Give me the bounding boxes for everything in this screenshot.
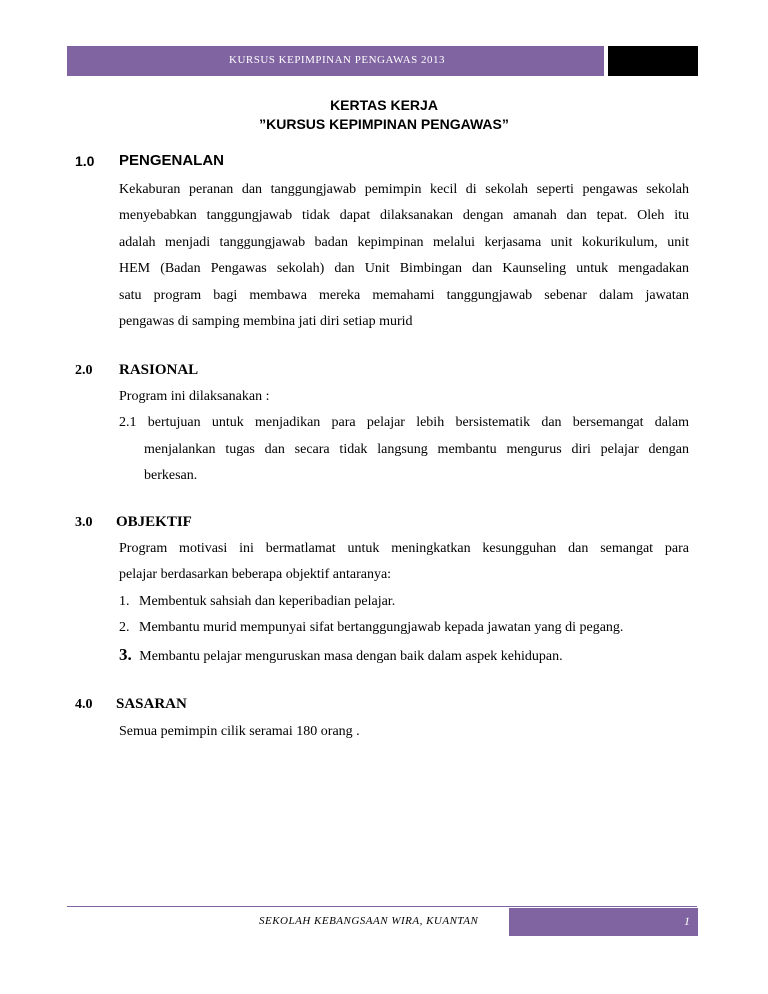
list-text: Membantu pelajar menguruskan masa dengan baik dalam aspek kehidupan. [139,649,563,664]
section-number: 3.0 [75,515,93,530]
paragraph-line: HEM (Badan Pengawas sekolah) dan Unit Bimbingan dan Kaunseling untuk mengadakan [119,261,689,276]
page-number: 1 [684,914,690,928]
running-footer: SEKOLAH KEBANGSAAN WIRA, KUANTAN [259,915,479,927]
paragraph-line: Semua pemimpin cilik seramai 180 orang . [119,724,360,739]
header-black-block [608,46,698,76]
paragraph-line: satu program bagi membawa mereka memahami tanggungjawab sebenar dalam jawatan [119,288,689,303]
list-number: 2. [119,620,130,635]
footer-rule [67,906,697,907]
paragraph-line: Program motivasi ini bermatlamat untuk meningkatkan kesungguhan dan semangat para [119,541,689,556]
section-number: 4.0 [75,697,93,712]
list-number: 1. [119,594,130,609]
section-heading: PENGENALAN [119,152,225,169]
list-text: Membentuk sahsiah dan keperibadian pelajar. [139,594,396,609]
section-heading: RASIONAL [119,362,199,378]
paragraph-line: menjalankan tugas dan secara tidak langsung membantu mengurus diri pelajar dengan [144,442,689,457]
list-text: Membantu murid mempunyai sifat bertanggungjawab kepada jawatan yang di pegang. [139,620,624,635]
doc-subtitle: ”KURSUS KEPIMPINAN PENGAWAS” [259,116,509,132]
running-header: KURSUS KEPIMPINAN PENGAWAS 2013 [229,54,446,66]
list-item [119,645,689,665]
paragraph-line: berkesan. [144,468,198,483]
paragraph-line: pengawas di samping membina jati diri setiap murid [119,314,413,329]
section-heading: SASARAN [116,696,187,712]
section-number: 1.0 [75,153,95,169]
paragraph-line: adalah menjadi tanggungjawab badan kepimpinan melalui kerjasama unit kokurikulum, unit [119,235,689,250]
footer-bar [509,908,698,936]
list-item [119,620,689,636]
paragraph-line: Program ini dilaksanakan : [119,389,270,404]
list-number: 3. [119,645,132,664]
paragraph-line: 2.1 bertujuan untuk menjadikan para pelajar lebih bersistematik dan bersemangat dalam [119,415,689,430]
doc-title: KERTAS KERJA [330,97,438,113]
section-heading: OBJEKTIF [116,514,192,530]
paragraph-line: menyebabkan tanggungjawab tidak dapat dilaksanakan dengan amanah dan tepat. Oleh itu [119,208,689,223]
paragraph-line: Kekaburan peranan dan tanggungjawab pemimpin kecil di sekolah seperti pengawas sekolah [119,182,689,197]
section-number: 2.0 [75,363,93,378]
list-item [119,594,689,610]
paragraph-line: pelajar berdasarkan beberapa objektif antaranya: [119,567,392,582]
